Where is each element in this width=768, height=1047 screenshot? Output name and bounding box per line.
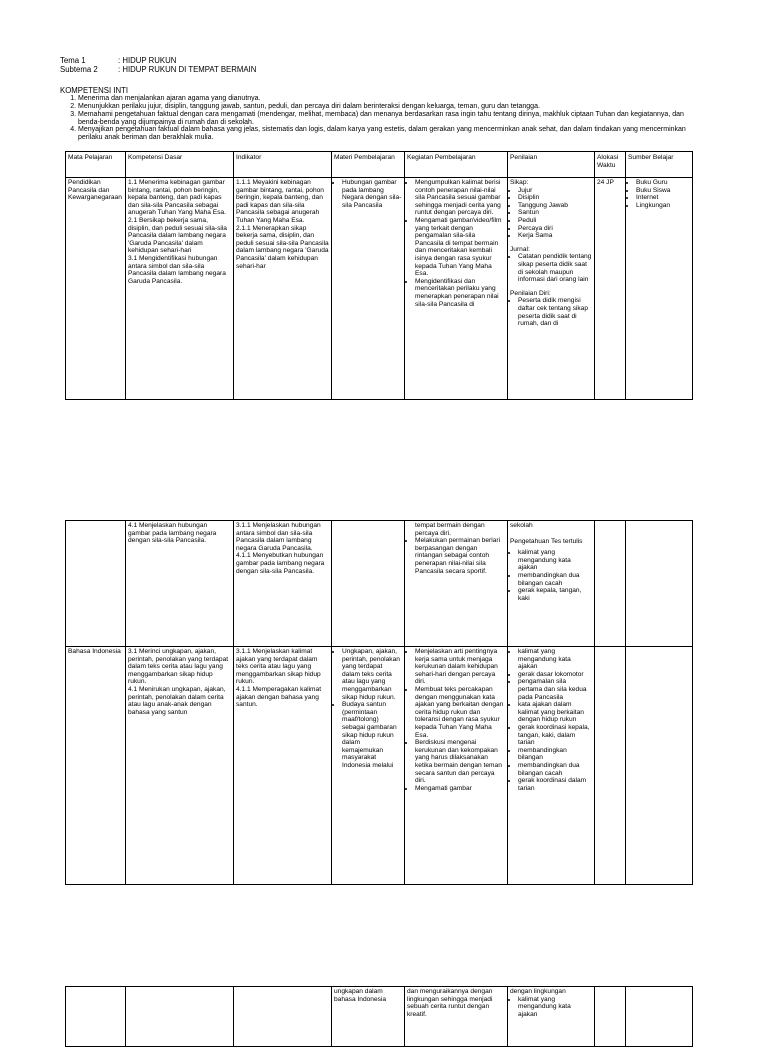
cell-kegiatan (405, 647, 508, 885)
cell-penilaian (508, 647, 595, 885)
kegiatan-item: • Mengidentifikasi dan menceritakan perilaku yang menerapkan penerapan nilai sila-sila Pancasila di (415, 278, 505, 308)
sikap-item: • Jujur (518, 187, 592, 195)
penilaian-item: • gerak koordinasi kepala, tangan, kaki, dalam tarian (518, 724, 592, 747)
cell-mapel: Pendidikan Pancasila dan Kewarganegaraan (66, 178, 126, 400)
document-header (60, 56, 690, 142)
penilaian-item: • gerak koordinasi dalam tarian (518, 777, 592, 792)
penilaian-continued: dengan lingkungan (510, 988, 566, 995)
cell-sumber (626, 521, 693, 647)
indikator-item: 4.1.1 Memperagakan kalimat ajakan dengan bahasa yang santun. (236, 685, 322, 709)
header-mata-pelajaran: Mata Pelajaran (66, 152, 126, 178)
kompetensi-inti-title: KOMPETENSI INTI (60, 86, 129, 95)
kegiatan-continued: tempat bermain dengan percaya diri. (415, 522, 485, 537)
indikator-item: 4.1.1 Menyebutkan hubungan gambar pada lambang negara dengan sila-sila Pancasila. (236, 552, 325, 575)
cell-mapel (66, 521, 126, 647)
tema-row (60, 56, 690, 65)
sikap-item: • Santun (518, 209, 592, 217)
penilaian-item: • kata ajakan dalam kalimat yang berkaitan dengan hidup rukun (518, 701, 592, 724)
header-kegiatan: Kegiatan Pembelajaran (405, 152, 508, 178)
materi-item: • Hubungan gambar pada lambang Negara dengan sila-sila Pancasila (342, 179, 402, 209)
table-header-row (66, 152, 693, 178)
kompetensi-inti-list (60, 95, 690, 142)
ki-item: 4. Menyajikan pengetahuan faktual dalam bahasa yang jelas, sistematis dan logis, dalam karya yang estetis, dalam gerakan yang mencerminkan anak sehat, dan dalam tindakan yang mencerminkan perilaku anak beriman dan berakhlak mulia. (78, 126, 690, 142)
kegiatan-item: • Mengamati gambar/video/film yang terkait dengan pengamalan sila-sila Pancasila di tempat bermain dan menceritakan kembali isinya dengan rasa syukur kepada Tuhan Yang Maha Esa. (415, 217, 505, 278)
header-materi: Materi Pembelajaran (332, 152, 405, 178)
table-row (66, 647, 693, 885)
subtema-row (60, 65, 690, 74)
cell-indikator (234, 647, 332, 885)
kd-item: 3.1 Mengidentifikasi hubungan antara simbol dan sila-sila Pancasila dalam lambang negara Garuda Pancasila. (128, 254, 226, 285)
rpp-table-1 (65, 151, 693, 400)
kd-item: 4.1 Menjelaskan hubungan gambar pada lambang negara dengan sila-sila Pancasila. (128, 522, 217, 545)
cell-indikator (234, 521, 332, 647)
penilaian-item: • membandingkan dua bilangan cacah (518, 572, 592, 587)
cell-kd (126, 987, 234, 1047)
materi-item: • Ungkapan, ajakan, perintah, penolakan yang terdapat dalam teks cerita atau lagu yang menggambarkan sikap hidup rukun. (342, 648, 402, 701)
cell-kegiatan (405, 178, 508, 400)
cell-kd (126, 178, 234, 400)
cell-kd (126, 647, 234, 885)
subtema-label: Subtema 2 (60, 65, 98, 74)
kegiatan-item: • Mengumpulkan kalimat berisi contoh penerapan nilai-nilai sila Pancasila sesuai gambar sehingga menjadi cerita yang runtut dengan percaya diri. (415, 179, 505, 217)
kegiatan-item: • Membuat teks percakapan dengan menggunakan kata ajakan yang berkaitan dengan cerita hidup rukun dan toleransi dengan rasa syukur kepada Tuhan Yang Maha Esa. (415, 686, 505, 739)
kd-item: 2.1 Bersikap bekerja sama, disiplin, dan peduli sesuai sila-sila Pancasila dalam lambang negara 'Garuda Pancasila' dalam kehidupan sehari-hari (128, 216, 227, 255)
jurnal-item: • Catatan pendidik tentang sikap peserta didik saat di sekolah maupun informasi dari orang lain (518, 253, 592, 283)
sumber-item: • Internet (636, 194, 690, 202)
cell-alokasi (595, 647, 626, 885)
cell-materi (332, 178, 405, 400)
table-row (66, 521, 693, 647)
penilaian-pengetahuan-title: Pengetahuan Tes tertulis (510, 537, 583, 545)
penilaian-item: • membandingkan dua bilangan cacah (518, 762, 592, 777)
cell-alokasi: 24 JP (595, 178, 626, 400)
cell-sumber (626, 647, 693, 885)
cell-sumber (626, 987, 693, 1047)
ki-item: 2. Menunjukkan perilaku jujur, disiplin, tanggung jawab, santun, peduli, dan percaya diri dalam berinteraksi dengan keluarga, teman, guru dan tetangga. (78, 103, 690, 111)
diri-item: • Peserta didik mengisi daftar cek tentang sikap peserta didik saat di rumah, dan di (518, 297, 592, 327)
kd-item: 4.1 Menirukan ungkapan, ajakan, perintah, penolakan dalam cerita atau lagu anak-anak dengan bahasa yang santun (128, 685, 226, 716)
cell-kd (126, 521, 234, 647)
penilaian-item: • gerak dasar lokomotor (518, 671, 592, 679)
kd-item: 1.1 Menerima kebinagan gambar bintang, rantai, pohon beringin, kepala banteng, dan padi kapas dan sila-sila Pancasila sebagai anugerah Tuhan Yang Maha Esa. (128, 179, 227, 217)
sumber-item: • Buku Guru (636, 179, 690, 187)
sikap-item: • Percaya diri (518, 225, 592, 233)
cell-materi (332, 521, 405, 647)
indikator-item: 1.1.1 Meyakini kebinagan gambar bintang, rantai, pohon beringin, kepala banteng, dan padi kapas dan sila-sila Pancasila sebagai anugerah Tuhan Yang Maha Esa. (236, 179, 324, 224)
kegiatan-item: • Berdiskusi mengenai kerukunan dan kekompakan yang harus dilaksanakan ketika bermain dengan teman secara santun dan percaya diri. (415, 739, 505, 785)
cell-materi: ungkapan dalam bahasa Indonesia (332, 987, 405, 1047)
cell-kegiatan: dan menguraikannya dengan lingkungan sehingga menjadi sebuah cerita runtut dengan kreatif. (405, 987, 508, 1047)
header-penilaian: Penilaian (508, 152, 595, 178)
sumber-item: • Lingkungan (636, 202, 690, 210)
table-row (66, 178, 693, 400)
cell-alokasi (595, 987, 626, 1047)
cell-alokasi (595, 521, 626, 647)
sumber-item: • Buku Siswa (636, 187, 690, 195)
penilaian-continued: sekolah (510, 522, 533, 529)
ki-item: 3. Memahami pengetahuan faktual dengan cara mengamati (mendengar, melihat, membaca) dan menanya berdasarkan rasa ingin tahu tentang dirinya, makhluk ciptaan Tuhan dan kegiatannya, dan benda-benda yang dijumpainya di rumah dan di sekolah. (78, 111, 690, 127)
indikator-item: 3.1.1 Menjelaskan kalimat ajakan yang terdapat dalam teks cerita atau lagu yang menggambarkan sikap hidup rukun. (236, 648, 321, 686)
cell-penilaian (508, 987, 595, 1047)
cell-penilaian (508, 521, 595, 647)
subtema-value: : HIDUP RUKUN DI TEMPAT BERMAIN (118, 65, 257, 74)
table-row (66, 987, 693, 1047)
header-kompetensi-dasar: Kompetensi Dasar (126, 152, 234, 178)
header-indikator: Indikator (234, 152, 332, 178)
cell-mapel: Bahasa Indonesia (66, 647, 126, 885)
cell-materi (332, 647, 405, 885)
penilaian-item: • gerak kepala, tangan, kaki (518, 587, 592, 602)
header-sumber: Sumber Belajar (626, 152, 693, 178)
penilaian-item: • kalimat yang mengandung kata ajakan (518, 549, 592, 572)
sikap-item: • Disiplin (518, 194, 592, 202)
kegiatan-item: • Melakukan permainan berlari berpasangan dengan rintangan sebagai contoh penerapan nilai-nilai sila Pancasila secara sportif. (415, 537, 505, 575)
cell-penilaian (508, 178, 595, 400)
sikap-item: • Peduli (518, 217, 592, 225)
penilaian-jurnal-title: Jurnal: (510, 245, 530, 253)
indikator-item: 2.1.1 Menerapkan sikap bekerja sama, disiplin, dan peduli sesuai sila-sila Pancasila dalam lambang negara 'Garuda Pancasila' dalam kehidupan sehari-har (236, 224, 329, 270)
materi-item: • Budaya santun (permintaan maaf/tolong) sebagai gambaran sikap hidup rukun dalam kemajemukan masyarakat Indonesia melalui (342, 701, 402, 769)
ki-item: 1. Menerima dan menjalankan ajaran agama yang dianutnya. (78, 95, 690, 103)
indikator-item: 3.1.1 Menjelaskan hubungan antara simbol dan sila-sila Pancasila dalam lambang negara Garuda Pancasila. (236, 522, 321, 552)
kd-item: 3.1 Merinci ungkapan, ajakan, perintah, penolakan yang terdapat dalam teks cerita atau lagu yang menggambarkan sikap hidup rukun. (128, 648, 229, 686)
kegiatan-item: • Mengamati gambar (415, 785, 505, 793)
penilaian-item: • kalimat yang mengandung kata ajakan (518, 996, 592, 1019)
tema-value: : HIDUP RUKUN (118, 56, 177, 65)
sikap-item: • Tanggung Jawab (518, 202, 592, 210)
cell-indikator (234, 178, 332, 400)
penilaian-item: • membandingkan bilangan (518, 747, 592, 762)
penilaian-diri-title: Penilaian Diri: (510, 289, 551, 297)
cell-kegiatan (405, 521, 508, 647)
rpp-table-2 (65, 520, 693, 885)
tema-label: Tema 1 (60, 56, 86, 65)
sikap-item: • Kerja Sama (518, 232, 592, 240)
rpp-table-3 (65, 986, 693, 1047)
header-alokasi: Alokasi Waktu (595, 152, 626, 178)
cell-indikator (234, 987, 332, 1047)
cell-sumber (626, 178, 693, 400)
kegiatan-item: • Menjelaskan arti pentingnya kerja sama untuk menjaga kerukunan dalam kehidupan sehari-hari dengan percaya diri. (415, 648, 505, 686)
cell-mapel (66, 987, 126, 1047)
penilaian-item: • pengamalan sila pertama dan sila kedua pada Pancasila (518, 678, 592, 701)
penilaian-item: • kalimat yang mengandung kata ajakan (518, 648, 592, 671)
penilaian-sikap-title: Sikap: (510, 179, 529, 186)
